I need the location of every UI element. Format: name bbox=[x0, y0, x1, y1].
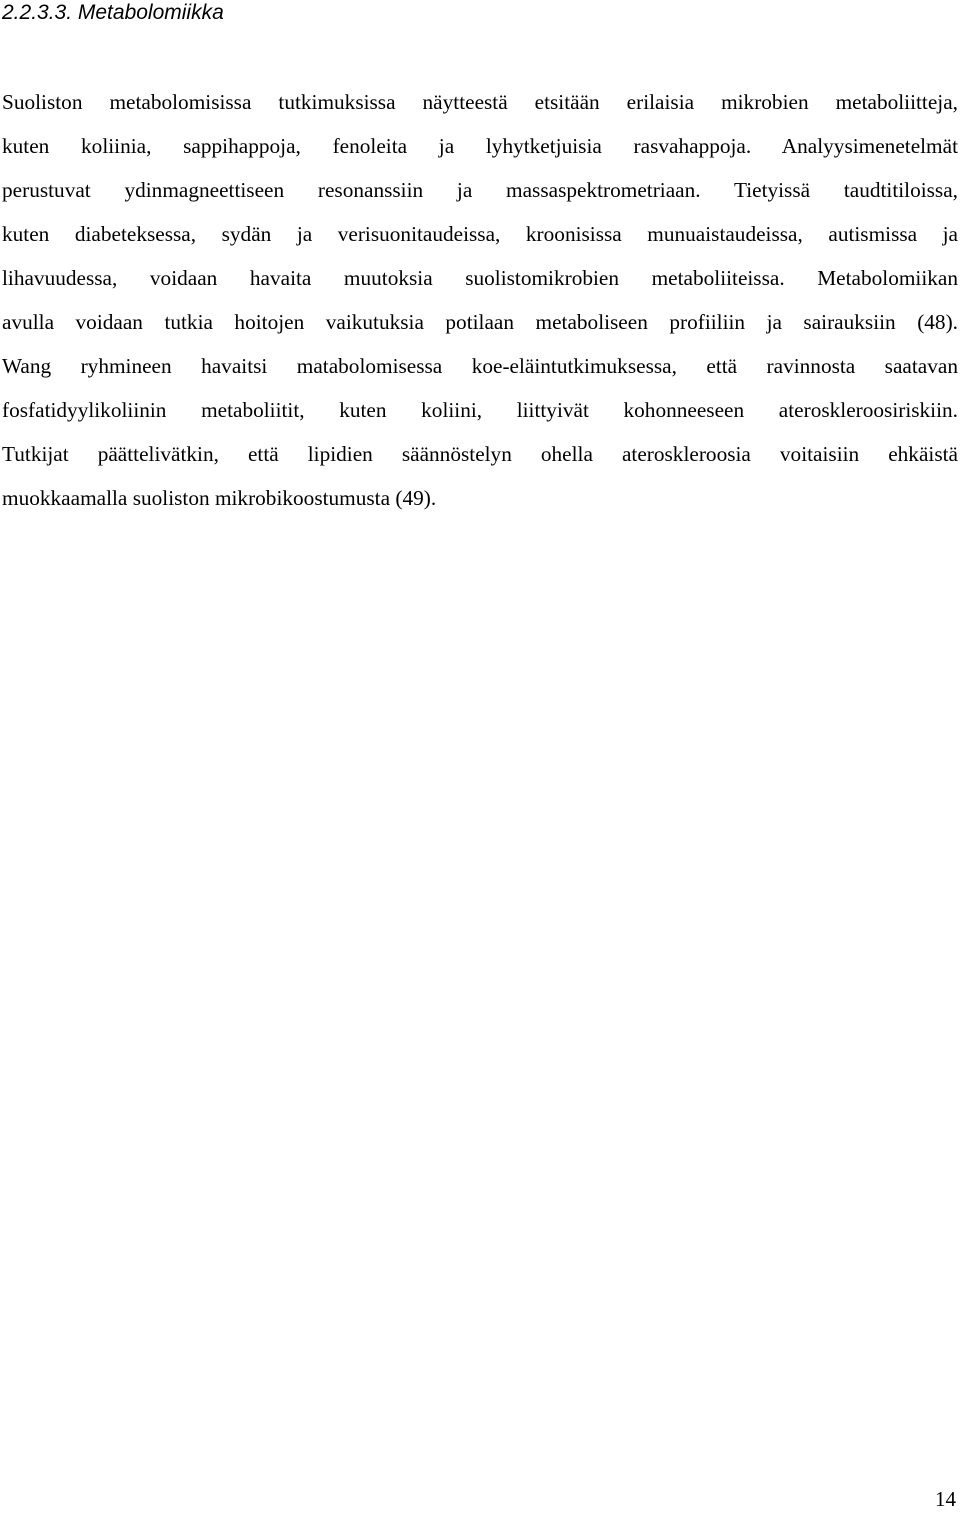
page-number: 14 bbox=[935, 1487, 956, 1511]
paragraph-line: kuten koliinia, sappihappoja, fenoleita ja lyhytketjuisia rasvahappoja. Analyysimenetelmät bbox=[2, 134, 958, 158]
paragraph-line: muokkaamalla suoliston mikrobikoostumusta (49). bbox=[2, 486, 437, 510]
paragraph-line: Wang ryhmineen havaitsi matabolomisessa koe-eläintutkimuksessa, että ravinnosta saatavan bbox=[2, 354, 958, 378]
body-paragraph bbox=[2, 80, 958, 520]
paragraph-line: kuten diabeteksessa, sydän ja verisuonitaudeissa, kroonisissa munuaistaudeissa, autismissa ja bbox=[2, 222, 958, 246]
paragraph-line: avulla voidaan tutkia hoitojen vaikutuksia potilaan metaboliseen profiiliin ja sairauksiin (48). bbox=[2, 310, 958, 334]
paragraph-line: perustuvat ydinmagneettiseen resonanssiin ja massaspektrometriaan. Tietyissä taudtitiloissa, bbox=[2, 178, 958, 202]
paragraph-line: fosfatidyylikoliinin metaboliitit, kuten koliini, liittyivät kohonneeseen ateroskleroosiriskiin. bbox=[2, 398, 958, 422]
paragraph-line: lihavuudessa, voidaan havaita muutoksia suolistomikrobien metaboliiteissa. Metabolomiikan bbox=[2, 266, 958, 290]
section-heading: 2.2.3.3. Metabolomiikka bbox=[2, 1, 224, 24]
paragraph-line: Tutkijat päättelivätkin, että lipidien säännöstelyn ohella ateroskleroosia voitaisiin ehkäistä bbox=[2, 442, 958, 466]
paragraph-line: Suoliston metabolomisissa tutkimuksissa näytteestä etsitään erilaisia mikrobien metaboliitteja, bbox=[2, 90, 958, 114]
